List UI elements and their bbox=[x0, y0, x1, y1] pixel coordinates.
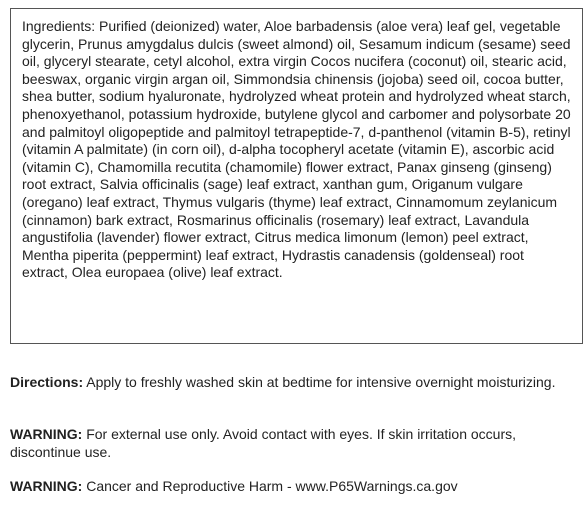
directions-label: Directions: bbox=[10, 374, 84, 390]
ingredients-box bbox=[10, 8, 583, 344]
cancer-harm-warning bbox=[10, 477, 575, 495]
warning-label: WARNING: bbox=[10, 426, 83, 442]
cancer-harm-warning-text: Cancer and Reproductive Harm - www.P65Warnings.ca.gov bbox=[82, 478, 458, 494]
directions-text: Apply to freshly washed skin at bedtime for intensive overnight moisturizing. bbox=[83, 374, 556, 390]
ingredients-text: Ingredients: Purified (deionized) water, Aloe barbadensis (aloe vera) leaf gel, vegetable glycerin, Prunus amygdalus dulcis (sweet almond) oil, Sesamum indicum (sesame) seed oil, glyceryl stearate, cetyl alcohol, extra virgin Cocos nucifera (coconut) oil, stearic acid, beeswax, organic virgin argan oil, Simmondsia chinensis (jojoba) seed oil, cocoa butter, shea butter, sodium hyaluronate, hydrolyzed wheat protein and hydrolyzed wheat starch, phenoxyethanol, potassium hydroxide, butylene glycol and carbomer and polysorbate 20 and palmitoyl oligopeptide and palmitoyl tetrapeptide-7, d-panthenol (vitamin B-5), retinyl (vitamin A palmitate) (in corn oil), d-alpha tocopheryl acetate (vitamin E), ascorbic acid (vitamin C), Chamomilla recutita (chamomile) flower extract, Panax ginseng (ginseng) root extract, Salvia officinalis (sage) leaf extract, xanthan gum, Origanum vulgare (oregano) leaf extract, Thymus vulgaris (thyme) leaf extract, Cinnamomum zeylanicum (cinnamon) bark extract, Rosmarinus officinalis (rosemary) leaf extract, Lavandula angustifolia (lavender) flower extract, Citrus medica limonum (lemon) peel extract, Mentha piperita (peppermint) leaf extract, Hydrastis canadensis (goldenseal) root extract, Olea europaea (olive) leaf extract. bbox=[22, 18, 571, 281]
directions-paragraph bbox=[10, 373, 575, 391]
external-use-warning bbox=[10, 425, 575, 461]
warning-label: WARNING: bbox=[10, 478, 83, 494]
external-use-warning-text: For external use only. Avoid contact with eyes. If skin irritation occurs, discontinue use. bbox=[10, 426, 516, 460]
